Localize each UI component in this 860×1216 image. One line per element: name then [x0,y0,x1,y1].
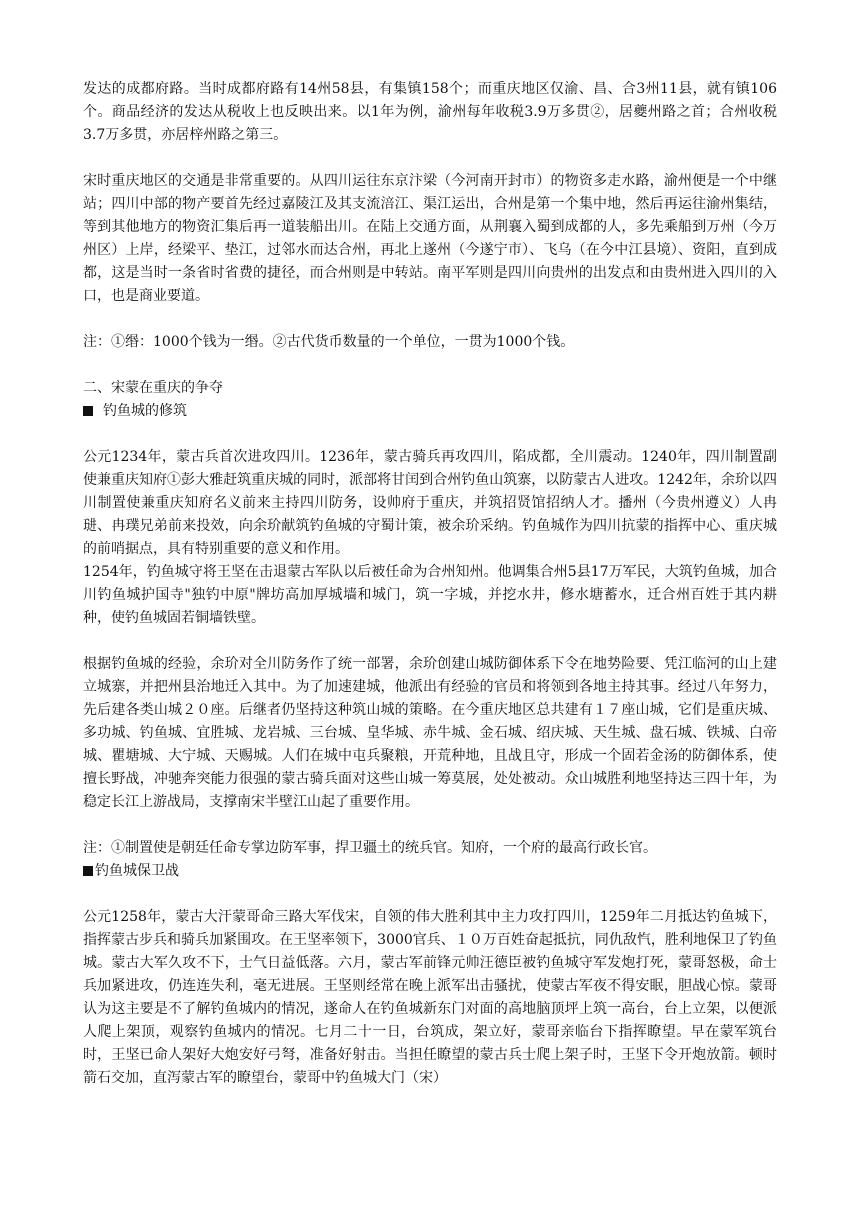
document-page [83,78,777,1090]
subheading-label: 钓鱼城的修筑 [103,403,187,419]
paragraph-chengdu-economy: 发达的成都府路。当时成都府路有14州58县，有集镇158个；而重庆地区仅渝、昌、合3州11县，就有镇106个。商品经济的发达从税收上也反映出来。以1年为例，渝州每年收税3.9万多贯②，居夔州路之首；合州收税3.7万多贯，亦居梓州路之第三。 [83,81,777,143]
section-heading-song-mongol: 二、宋蒙在重庆的争夺 [83,380,223,396]
footnote-commissioner: 注：①制置使是朝廷任命专掌边防军事，捍卫疆土的统兵官。知府，一个府的最高行政长官。 [83,840,657,856]
footnote-currency: 注：①缗：1000个钱为一缗。②古代货币数量的一个单位，一贯为1000个钱。 [83,334,575,350]
subheading-label: 钓鱼城保卫战 [95,863,179,879]
paragraph-1234-invasion: 公元1234年，蒙古兵首次进攻四川。1236年，蒙古骑兵再攻四川，陷成都，全川震动。1240年，四川制置副使兼重庆知府①彭大雅赶筑重庆城的同时，派部将甘闰到合州钓鱼山筑寨，以防蒙古人进攻。1242年，余玠以四川制置使兼重庆知府名义前来主持四川防务，设帅府于重庆，并筑招贤馆招纳人才。播州（今贵州遵义）人冉琎、冉璞兄弟前来投效，向余玠献筑钓鱼城的守蜀计策，被余玠采纳。钓鱼城作为四川抗蒙的指挥中心、重庆城的前哨据点，具有特别重要的意义和作用。 [83,449,777,557]
paragraph-1258-campaign: 公元1258年，蒙古大汗蒙哥命三路大军伐宋，自领的伟大胜利其中主力攻打四川，1259年二月抵达钓鱼城下，指挥蒙古步兵和骑兵加紧围攻。在王坚率领下，3000官兵、１０万百姓奋起抵抗，同仇敌忾，胜利地保卫了钓鱼城。蒙古大军久攻不下，士气日益低落。六月，蒙古军前锋元帅汪德臣被钓鱼城守军发炮打死，蒙哥怒极，命士兵加紧进攻，仍连连失利，毫无进展。王坚则经常在晚上派军出击骚扰，使蒙古军夜不得安眠，胆战心惊。蒙哥认为这主要是不了解钓鱼城内的情况，遂命人在钓鱼城新东门对面的高地脑顶坪上筑一高台，台上立架，以便派人爬上架顶，观察钓鱼城内的情况。七月二十一日，台筑成，架立好，蒙哥亲临台下指挥瞭望。早在蒙军筑台时，王坚已命人架好大炮安好弓弩，准备好射击。当担任瞭望的蒙古兵士爬上架子时，王坚下令开炮放箭。顿时箭石交加，直泻蒙古军的瞭望台，蒙哥中钓鱼城大门（宋） [83,909,777,1086]
black-square-icon [83,406,93,416]
subheading-fortress-construction [83,400,777,423]
paragraph-mountain-cities: 根据钓鱼城的经验，余玠对全川防务作了统一部署，余玠创建山城防御体系下令在地势险要、凭江临河的山上建立城寨，并把州县治地迁入其中。为了加速建城，他派出有经验的官员和将领到各地主持其事。经过八年努力，先后建各类山城２０座。后继者仍坚持这种筑山城的策略。在今重庆地区总共建有１７座山城，它们是重庆城、多功城、钓鱼城、宜胜城、龙岩城、三台城、皇华城、赤牛城、金石城、绍庆城、天生城、盘石城、铁城、白帝城、瞿塘城、大宁城、天赐城。人们在城中屯兵聚粮，开荒种地，且战且守，形成一个固若金汤的防御体系，使擅长野战，冲驰奔突能力很强的蒙古骑兵面对这些山城一筹莫展，处处被动。众山城胜利地坚持达三四十年，为稳定长江上游战局，支撑南宋半壁江山起了重要作用。 [83,656,777,810]
subheading-defense-battle [83,860,777,883]
paragraph-1254-wang-jian: 1254年，钓鱼城守将王坚在击退蒙古军队以后被任命为合州知州。他调集合州5县17万军民，大筑钓鱼城，加合川钓鱼城护国寺"独钓中原"牌坊高加厚城墙和城门，筑一字城，并挖水井，修水塘蓄水，迁合州百姓于其内耕种，使钓鱼城固若铜墙铁壁。 [83,564,777,626]
black-square-icon [83,866,93,876]
paragraph-transport: 宋时重庆地区的交通是非常重要的。从四川运往东京汴梁（今河南开封市）的物资多走水路，渝州便是一个中继站；四川中部的物产要首先经过嘉陵江及其支流涪江、渠江运出，合州是第一个集中地，然后再运往渝州集结，等到其他地方的物资汇集后再一道装船出川。在陆上交通方面，从荆襄入蜀到成都的人，多先乘船到万州（今万州区）上岸，经梁平、垫江，过邻水而达合州，再北上遂州（今遂宁市）、飞乌（在今中江县境）、资阳，直到成都，这是当时一条省时省费的捷径，而合州则是中转站。南平军则是四川向贵州的出发点和由贵州进入四川的入口，也是商业要道。 [83,173,777,304]
